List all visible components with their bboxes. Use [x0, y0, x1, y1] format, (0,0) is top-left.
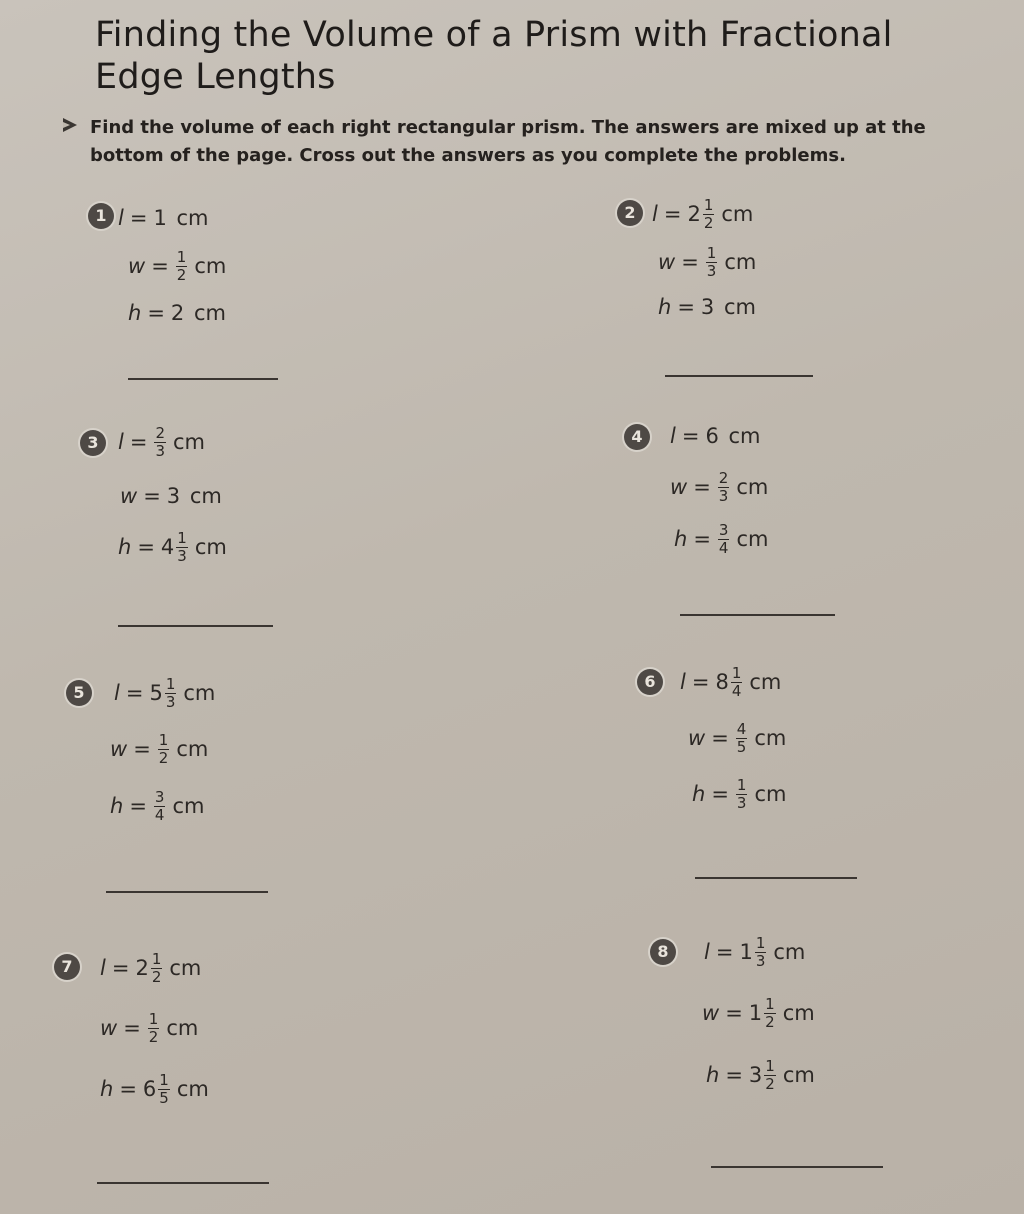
unit-label: cm: [189, 484, 222, 508]
whole-number: 2: [135, 956, 149, 980]
fraction: [176, 528, 188, 565]
fraction: [154, 787, 166, 824]
unit-label: cm: [194, 254, 227, 278]
numerator: 1: [158, 730, 169, 749]
unit-label: cm: [193, 301, 226, 325]
dimension-w: [658, 240, 756, 284]
dimension-h: [658, 285, 756, 329]
fraction: [736, 775, 748, 812]
dimension-h: [118, 525, 227, 569]
denominator: 3: [155, 441, 165, 460]
whole-number: 3: [748, 1063, 763, 1087]
equals-sign: =: [123, 1016, 141, 1040]
equals-sign: =: [147, 301, 165, 325]
unit-label: cm: [176, 1077, 209, 1101]
fraction: [158, 730, 170, 767]
whole-number: 2: [687, 202, 701, 226]
unit-label: cm: [736, 475, 769, 499]
whole-number: 1: [739, 940, 753, 964]
denominator: 4: [154, 805, 165, 824]
numerator: 4: [736, 719, 747, 738]
dimension-l: [118, 420, 205, 464]
unit-label: cm: [749, 670, 782, 694]
equals-sign: =: [681, 424, 700, 448]
equals-sign: =: [693, 475, 711, 499]
variable-label: w: [110, 737, 128, 761]
denominator: 3: [706, 261, 717, 280]
denominator: 3: [718, 486, 729, 505]
numerator: 1: [755, 933, 766, 952]
equals-sign: =: [129, 430, 148, 454]
variable-label: w: [128, 254, 146, 278]
numerator: 3: [718, 520, 729, 539]
dimension-l: [680, 660, 781, 704]
variable-label: w: [658, 250, 676, 274]
variable-label: h: [658, 295, 672, 319]
dimension-l: [704, 930, 805, 974]
whole-number: 6: [705, 424, 719, 448]
unit-label: cm: [773, 940, 806, 964]
dimension-h: [110, 784, 204, 828]
arrow-bullet-icon: [63, 118, 77, 132]
denominator: 5: [736, 737, 747, 756]
numerator: 1: [176, 247, 187, 266]
fraction: [151, 949, 163, 986]
unit-label: cm: [782, 1001, 815, 1025]
problem-number-badge: 7: [54, 954, 80, 980]
dimension-l: [114, 671, 215, 715]
numerator: 2: [718, 468, 729, 487]
fraction: [718, 468, 730, 505]
numerator: 1: [731, 663, 742, 682]
variable-label: l: [652, 202, 658, 226]
fraction: [764, 994, 776, 1031]
equals-sign: =: [133, 737, 151, 761]
variable-label: l: [118, 430, 124, 454]
whole-number: 1: [748, 1001, 763, 1025]
whole-number: 4: [160, 535, 175, 559]
numerator: 1: [703, 195, 714, 214]
denominator: 3: [736, 793, 747, 812]
answer-blank[interactable]: [711, 1166, 883, 1168]
variable-label: w: [702, 1001, 720, 1025]
problem-number-badge: 2: [617, 200, 643, 226]
equals-sign: =: [129, 206, 148, 230]
variable-label: h: [674, 527, 688, 551]
variable-label: h: [110, 794, 124, 818]
equals-sign: =: [691, 670, 710, 694]
instructions: Find the volume of each right rectangular prism. The answers are mixed up at the bottom of the page. Cross out the answers as you complete the problems.: [90, 117, 926, 166]
numerator: 3: [154, 787, 165, 806]
variable-label: h: [706, 1063, 720, 1087]
fraction: [154, 423, 166, 460]
unit-label: cm: [724, 250, 757, 274]
fraction: [764, 1056, 776, 1093]
whole-number: 3: [700, 295, 715, 319]
equals-sign: =: [125, 681, 144, 705]
numerator: 1: [706, 243, 717, 262]
problem-number-badge: 4: [624, 424, 650, 450]
denominator: 4: [718, 538, 729, 557]
dimension-h: [692, 772, 786, 816]
fraction: [158, 1070, 170, 1107]
fraction: [755, 933, 767, 970]
numerator: 1: [165, 674, 176, 693]
dimension-l: [100, 946, 201, 990]
equals-sign: =: [677, 295, 695, 319]
dimension-l: [670, 414, 761, 458]
variable-label: w: [100, 1016, 118, 1040]
dimension-h: [706, 1053, 815, 1097]
denominator: 3: [755, 951, 766, 970]
problem-number-badge: 8: [650, 939, 676, 965]
answer-blank[interactable]: [665, 375, 813, 377]
equals-sign: =: [111, 956, 130, 980]
denominator: 3: [165, 692, 176, 711]
whole-number: 6: [142, 1077, 157, 1101]
equals-sign: =: [137, 535, 155, 559]
numerator: 1: [148, 1009, 159, 1028]
denominator: 3: [177, 546, 187, 565]
variable-label: h: [100, 1077, 114, 1101]
dimension-w: [110, 727, 208, 771]
fraction: [731, 663, 743, 700]
unit-label: cm: [754, 782, 787, 806]
variable-label: w: [120, 484, 138, 508]
denominator: 5: [159, 1088, 169, 1107]
dimension-w: [702, 991, 815, 1035]
unit-label: cm: [169, 956, 202, 980]
whole-number: 5: [149, 681, 163, 705]
whole-number: 1: [153, 206, 167, 230]
answer-blank[interactable]: [695, 877, 857, 879]
whole-number: 3: [166, 484, 181, 508]
denominator: 2: [151, 967, 162, 986]
equals-sign: =: [711, 782, 729, 806]
dimension-l: [652, 192, 753, 236]
dimension-w: [670, 465, 768, 509]
fraction: [176, 247, 188, 284]
unit-label: cm: [721, 202, 754, 226]
answer-blank[interactable]: [680, 614, 835, 616]
variable-label: l: [114, 681, 120, 705]
answer-blank[interactable]: [118, 625, 273, 627]
variable-label: w: [688, 726, 706, 750]
problem-number-badge: 1: [88, 203, 114, 229]
unit-label: cm: [166, 1016, 199, 1040]
dimension-w: [128, 244, 226, 288]
fraction: [148, 1009, 160, 1046]
unit-label: cm: [176, 737, 209, 761]
whole-number: 8: [715, 670, 729, 694]
unit-label: cm: [723, 295, 756, 319]
fraction: [736, 719, 748, 756]
unit-label: cm: [782, 1063, 815, 1087]
dimension-w: [100, 1006, 198, 1050]
variable-label: h: [128, 301, 142, 325]
equals-sign: =: [119, 1077, 137, 1101]
unit-label: cm: [754, 726, 787, 750]
equals-sign: =: [129, 794, 147, 818]
numerator: 2: [155, 423, 165, 442]
problem-number-badge: 5: [66, 680, 92, 706]
equals-sign: =: [715, 940, 734, 964]
fraction: [706, 243, 718, 280]
variable-label: h: [118, 535, 132, 559]
unit-label: cm: [172, 794, 205, 818]
whole-number: 2: [170, 301, 185, 325]
denominator: 2: [158, 748, 169, 767]
unit-label: cm: [183, 681, 216, 705]
numerator: 1: [765, 994, 775, 1013]
problem-number-badge: 3: [80, 430, 106, 456]
unit-label: cm: [736, 527, 769, 551]
equals-sign: =: [725, 1063, 743, 1087]
dimension-h: [674, 517, 768, 561]
dimension-l: [118, 196, 209, 240]
unit-label: cm: [728, 424, 761, 448]
equals-sign: =: [725, 1001, 743, 1025]
variable-label: l: [100, 956, 106, 980]
numerator: 1: [765, 1056, 775, 1075]
denominator: 4: [731, 681, 742, 700]
problem-number-badge: 6: [637, 669, 663, 695]
fraction: [718, 520, 730, 557]
variable-label: l: [680, 670, 686, 694]
variable-label: w: [670, 475, 688, 499]
numerator: 1: [159, 1070, 169, 1089]
variable-label: l: [670, 424, 676, 448]
dimension-h: [100, 1067, 209, 1111]
unit-label: cm: [194, 535, 227, 559]
denominator: 2: [176, 265, 187, 284]
equals-sign: =: [143, 484, 161, 508]
dimension-w: [688, 716, 786, 760]
equals-sign: =: [663, 202, 682, 226]
numerator: 1: [151, 949, 162, 968]
variable-label: h: [692, 782, 706, 806]
page-title: Finding the Volume of a Prism with Fractional Edge Lengths: [95, 15, 893, 97]
variable-label: l: [118, 206, 124, 230]
unit-label: cm: [173, 430, 206, 454]
variable-label: l: [704, 940, 710, 964]
answer-blank[interactable]: [106, 891, 268, 893]
fraction: [703, 195, 715, 232]
equals-sign: =: [681, 250, 699, 274]
unit-label: cm: [176, 206, 209, 230]
denominator: 2: [765, 1074, 775, 1093]
dimension-w: [120, 474, 222, 518]
fraction: [165, 674, 177, 711]
equals-sign: =: [151, 254, 169, 278]
denominator: 2: [703, 213, 714, 232]
denominator: 2: [148, 1027, 159, 1046]
answer-blank[interactable]: [97, 1182, 269, 1184]
numerator: 1: [177, 528, 187, 547]
dimension-h: [128, 291, 226, 335]
answer-blank[interactable]: [128, 378, 278, 380]
equals-sign: =: [693, 527, 711, 551]
denominator: 2: [765, 1012, 775, 1031]
numerator: 1: [736, 775, 747, 794]
equals-sign: =: [711, 726, 729, 750]
